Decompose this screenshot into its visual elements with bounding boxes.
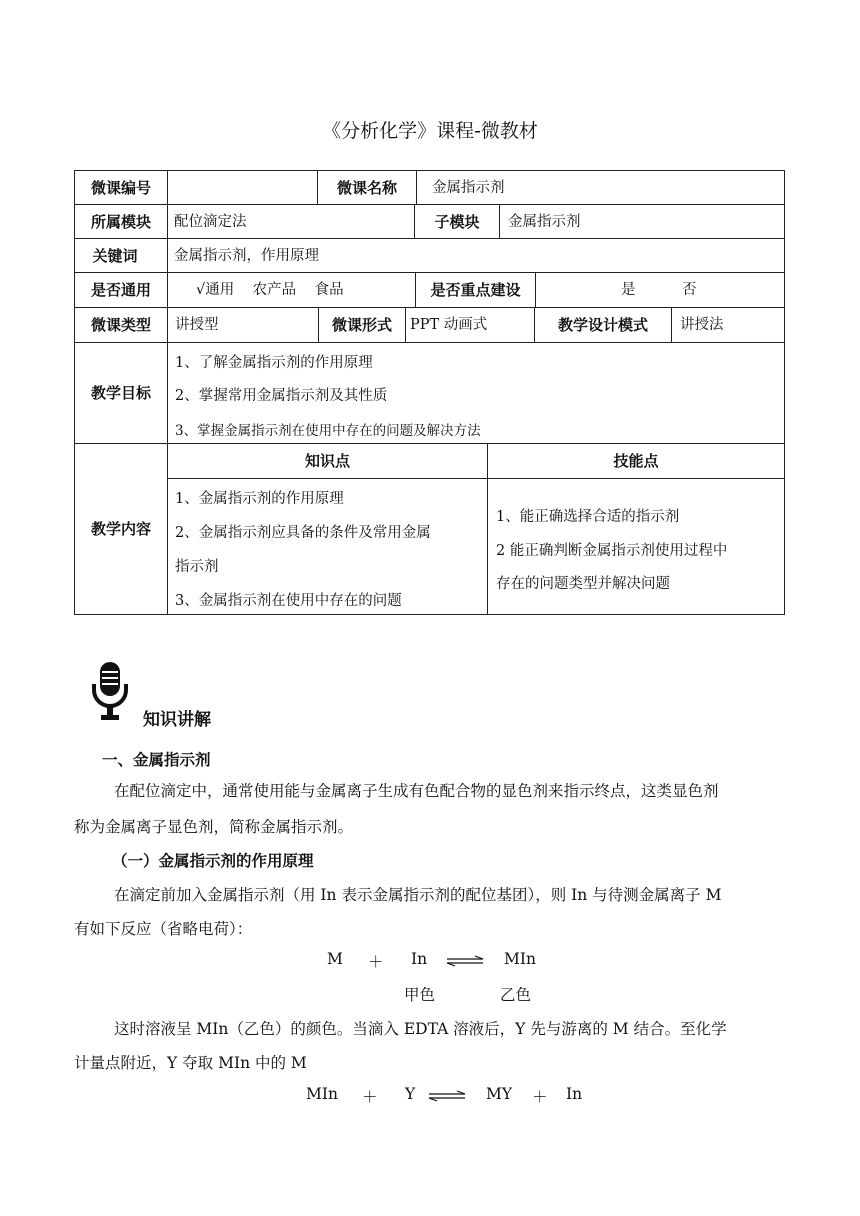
type-value: 讲授型 [175,317,219,333]
knowledge-line: 1、金属指示剂的作用原理 [175,491,344,507]
eq1-in: In [411,950,428,968]
skill-line: 存在的问题类型并解决问题 [496,576,670,592]
general-label: 是否通用 [90,281,151,299]
paragraph-2-line-1: 在滴定前加入金属指示剂（用 In 表示金属指示剂的配位基团），则 In 与待测金属离子 M [114,886,722,904]
module-value: 配位滴定法 [174,213,247,230]
skill-header: 技能点 [613,452,659,470]
eq2-in: In [566,1085,583,1103]
code-value [172,171,312,204]
eq1-min: MIn [504,950,536,968]
keywords-label: 关键词 [92,246,138,265]
knowledge-line: 2、金属指示剂应具备的条件及常用金属 [175,525,431,541]
content-label: 教学内容 [90,520,151,538]
knowledge-list [175,479,483,614]
goals-list [175,343,775,443]
eq1-color-a: 甲色 [404,986,436,1004]
paragraph-1-line-1: 在配位滴定中，通常使用能与金属离子生成有色配合物的显色剂来指示终点，这类显色剂 [114,782,719,800]
equilibrium-arrow-icon [445,955,485,967]
eq2-min: MIn [306,1085,338,1103]
goals-label: 教学目标 [90,384,151,402]
eq1-color-b: 乙色 [500,986,532,1004]
key-build-label: 是否重点建设 [430,281,521,299]
eq2-plus-2: ＋ [532,1088,548,1106]
heading-metal-indicator: 一、金属指示剂 [102,751,211,769]
submodule-label: 子模块 [434,212,480,231]
type-label: 微课类型 [90,316,151,334]
paragraph-2-line-2: 有如下反应（省略电荷）： [74,920,253,938]
microphone-icon [90,660,130,722]
eq1-plus: ＋ [368,953,384,971]
design-value: 讲授法 [680,317,724,333]
knowledge-header: 知识点 [304,452,350,470]
knowledge-line: 指示剂 [175,559,219,575]
knowledge-line: 3、金属指示剂在使用中存在的问题 [175,593,402,609]
heading-principle: （一）金属指示剂的作用原理 [112,852,314,870]
form-value: PPT 动画式 [410,317,488,333]
general-value: √通用 农产品 食品 [196,282,344,298]
skill-line: 1、能正确选择合适的指示剂 [496,509,680,525]
keywords-value: 金属指示剂，作用原理 [174,247,319,264]
eq1-m: M [327,950,343,968]
form-label: 微课形式 [331,316,392,334]
goal-item: 1、了解金属指示剂的作用原理 [175,355,373,371]
goal-item: 2、掌握常用金属指示剂及其性质 [175,388,388,404]
submodule-value: 金属指示剂 [508,213,581,230]
name-value: 金属指示剂 [432,179,505,196]
skill-line: 2 能正确判断金属指示剂使用过程中 [496,543,728,559]
eq2-plus-1: ＋ [362,1088,378,1106]
section-title: 知识讲解 [143,710,211,730]
code-label: 微课编号 [90,178,151,197]
eq2-my: MY [486,1085,513,1103]
equilibrium-arrow-icon [427,1090,467,1102]
key-build-no: 否 [682,282,697,298]
name-label: 微课名称 [336,178,397,197]
paragraph-3-line-1: 这时溶液呈 MIn（乙色）的颜色。当滴入 EDTA 溶液后，Y 先与游离的 M 结合。至化学 [114,1020,727,1038]
eq2-y: Y [405,1085,416,1103]
goal-item: 3、掌握金属指示剂在使用中存在的问题及解决方法 [175,423,481,439]
key-build-yes: 是 [621,282,636,298]
document-title: 《分析化学》课程-微教材 [322,120,538,142]
module-label: 所属模块 [90,212,151,231]
design-label: 教学设计模式 [557,316,648,334]
paragraph-3-line-2: 计量点附近，Y 夺取 MIn 中的 M [74,1054,307,1072]
paragraph-1-line-2: 称为金属离子显色剂，简称金属指示剂。 [74,818,354,836]
skill-list [496,479,782,614]
